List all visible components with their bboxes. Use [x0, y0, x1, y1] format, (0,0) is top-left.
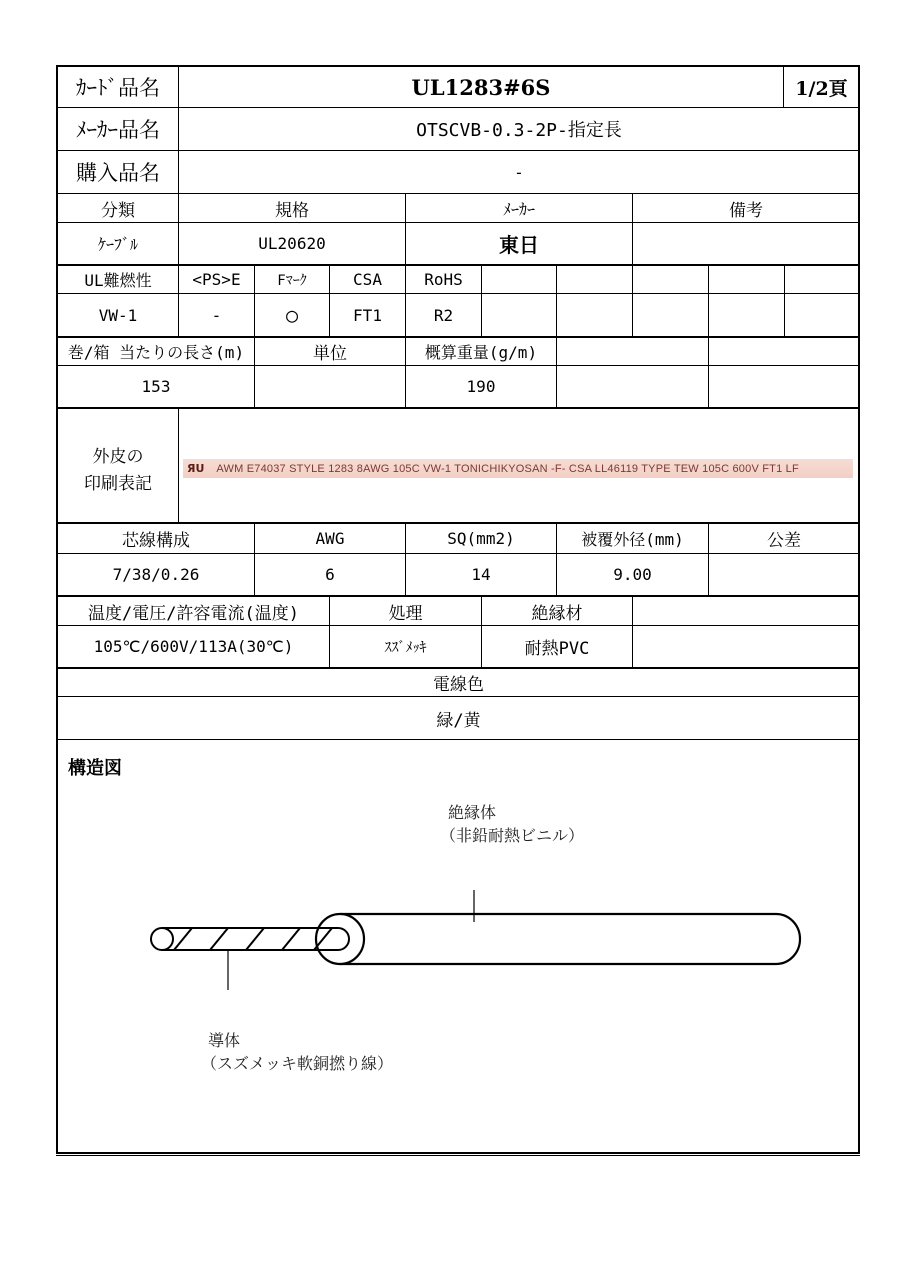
treatment-value: ｽｽﾞﾒｯｷ — [384, 639, 427, 656]
col-divider — [556, 264, 557, 337]
od-header: 被覆外径(mm) — [581, 530, 684, 549]
insulation-jacket — [340, 914, 800, 964]
purchase-name-label: 購入品名 — [76, 161, 160, 185]
weight-value: 190 — [466, 377, 496, 396]
treatment-header: 処理 — [388, 603, 423, 624]
insulation-header: 絶縁材 — [531, 603, 583, 624]
insulator-label: 絶縁体 — [448, 803, 497, 822]
unit-header: 単位 — [313, 344, 347, 364]
card-name-value: UL1283#6S — [411, 74, 551, 100]
insulation-value: 耐熱PVC — [524, 639, 590, 659]
unit-value — [255, 366, 405, 407]
maker-name-value: OTSCVB-0.3-2P-指定長 — [416, 120, 622, 141]
col-divider — [556, 336, 557, 408]
pse-header: <PS>E — [192, 270, 241, 289]
wire-color-header: 電線色 — [433, 675, 484, 695]
col-divider — [708, 264, 709, 337]
standard-value: UL20620 — [258, 234, 326, 253]
category-value: ｹｰﾌﾞﾙ — [97, 235, 138, 254]
temp-header: 温度/電圧/許容電流(温度) — [88, 603, 299, 624]
pse-value: - — [211, 305, 222, 325]
awg-header: AWG — [315, 529, 345, 548]
remarks-header: 備考 — [729, 200, 763, 221]
standard-header: 規格 — [275, 200, 309, 221]
jacket-print-text: AWM E74037 STYLE 1283 8AWG 105C VW-1 TONICHIKYOSAN -F- CSA LL46119 TYPE TEW 105C 600V FT1 LF — [216, 462, 799, 475]
card-name-label: ｶｰﾄﾞ品名 — [76, 76, 160, 100]
jacket-print-strip — [183, 459, 853, 478]
weight-header: 概算重量(g/m) — [424, 343, 538, 362]
f-mark-value: ○ — [285, 303, 299, 327]
insulator-note: （非鉛耐熱ビニル） — [440, 826, 585, 845]
category-header: 分類 — [101, 200, 135, 221]
bottom-border — [56, 1155, 860, 1156]
maker-header: ﾒｰｶｰ — [502, 199, 535, 219]
tolerance-value — [709, 554, 859, 595]
remarks-value — [633, 223, 859, 264]
ul-flame-header: UL難燃性 — [84, 271, 152, 290]
row-divider — [57, 739, 859, 740]
print-label-line1: 外皮の — [92, 446, 144, 467]
temp-value: 105℃/600V/113A(30℃) — [93, 637, 294, 656]
od-value: 9.00 — [613, 565, 652, 584]
wire-color-value: 緑/黄 — [436, 710, 481, 731]
ul-flame-value: VW-1 — [98, 305, 138, 325]
csa-header: CSA — [353, 270, 382, 289]
sq-value: 14 — [471, 565, 491, 584]
print-label-line2: 印刷表記 — [84, 473, 152, 494]
ul-recognized-icon: ЯU — [187, 462, 205, 475]
wire-structure-diagram — [140, 890, 820, 990]
length-value: 153 — [141, 377, 171, 396]
maker-value: 東日 — [499, 233, 539, 257]
awg-value: 6 — [325, 565, 335, 584]
strand-twist-lines — [174, 928, 332, 950]
maker-name-label: ﾒｰｶｰ品名 — [76, 118, 160, 142]
col-divider — [708, 336, 709, 408]
conductor-end — [151, 928, 173, 950]
length-header: 巻/箱 当たりの長さ(m) — [67, 343, 245, 362]
page-number: 1/2頁 — [795, 77, 848, 100]
col-divider — [178, 407, 179, 523]
tolerance-header: 公差 — [767, 531, 801, 551]
sq-header: SQ(mm2) — [447, 529, 515, 548]
structure-header: 芯線構成 — [122, 531, 190, 551]
conductor-label: 導体 — [208, 1031, 241, 1050]
col-divider — [632, 264, 633, 337]
rohs-header: RoHS — [424, 270, 463, 289]
diagram-title: 構造図 — [68, 758, 122, 779]
col-divider — [481, 264, 482, 337]
conductor-note: （スズメッキ軟銅撚り線） — [201, 1054, 394, 1073]
col-divider — [632, 595, 633, 668]
structure-value: 7/38/0.26 — [112, 565, 200, 584]
rohs-value: R2 — [433, 305, 454, 325]
purchase-name-value: - — [514, 162, 524, 182]
csa-value: FT1 — [353, 305, 382, 325]
col-divider — [784, 264, 785, 337]
f-mark-header: Fﾏｰｸ — [277, 272, 307, 289]
